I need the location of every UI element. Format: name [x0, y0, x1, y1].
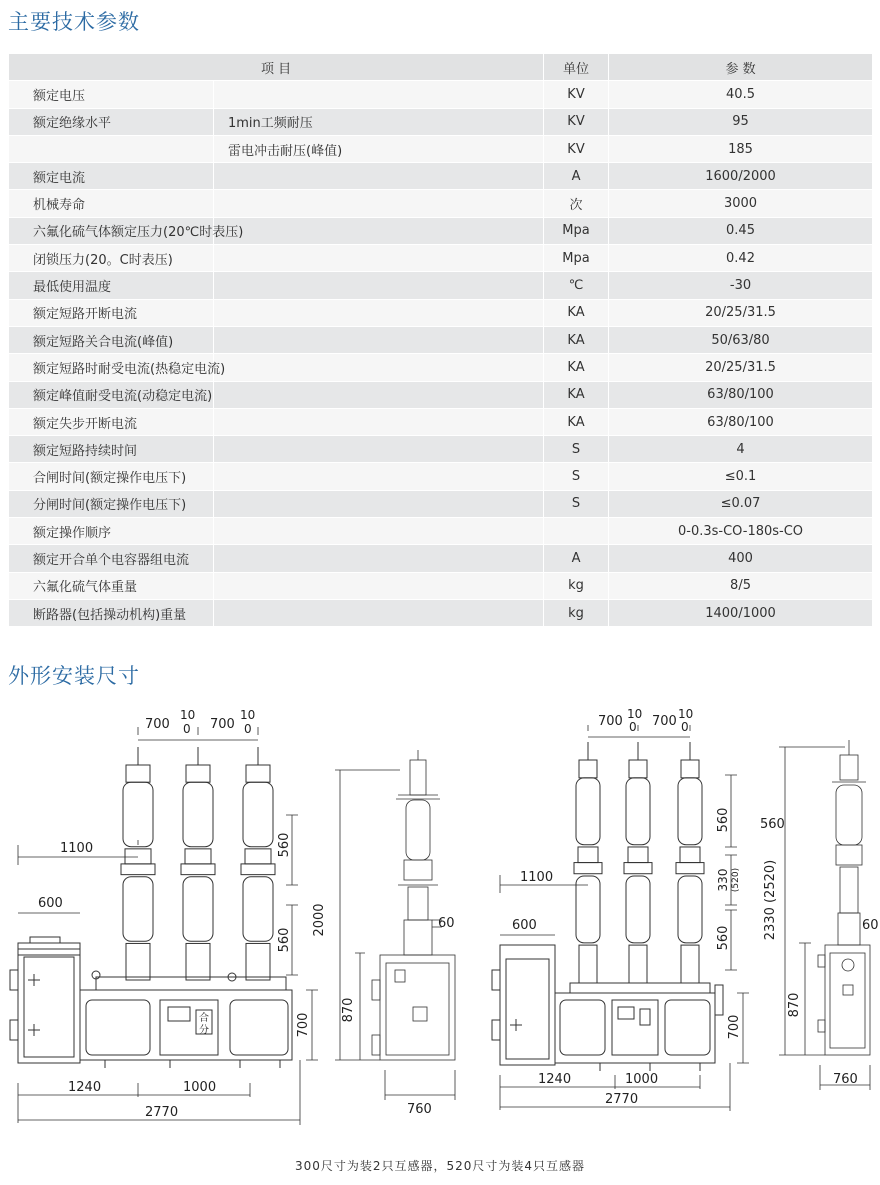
table-row — [9, 108, 873, 135]
table-row — [9, 245, 873, 272]
dim-1100: 1100 — [60, 841, 94, 856]
pole-right-3 — [676, 742, 704, 983]
cell-name: 机械寿命 — [9, 190, 214, 217]
cell-unit: S — [544, 436, 609, 463]
dim-0-a-right: 0 — [629, 720, 637, 734]
cell-name: 最低使用温度 — [9, 272, 214, 299]
cell-unit: S — [544, 490, 609, 517]
cell-sub — [214, 299, 544, 326]
cell-sub — [214, 190, 544, 217]
pole-right-2 — [624, 742, 652, 983]
dim-560-upper: 560 — [277, 832, 292, 858]
table-row — [9, 299, 873, 326]
cell-value: 0-0.3s-CO-180s-CO — [609, 518, 873, 545]
cell-name: 合闸时间(额定操作电压下) — [9, 463, 214, 490]
header-item: 项 目 — [9, 54, 544, 81]
dim-10-b: 10 — [240, 708, 256, 722]
dim-870-left: 870 — [341, 997, 356, 1023]
dim-700-height-right: 700 — [727, 1014, 742, 1040]
dim-760-left: 760 — [407, 1102, 432, 1117]
dim-600-right: 600 — [512, 918, 537, 933]
dim-700-b-right: 700 — [652, 714, 677, 729]
dim-330-right: 330 — [716, 868, 730, 892]
cell-value: 3000 — [609, 190, 873, 217]
front-view-left — [10, 937, 292, 1068]
dim-700-a: 700 — [145, 717, 170, 732]
cell-sub — [214, 381, 544, 408]
panel-label-open: 分 — [199, 1025, 209, 1036]
cell-name: 断路器(包括操动机构)重量 — [9, 599, 214, 626]
dim-2770: 2770 — [145, 1105, 179, 1120]
cell-unit: KA — [544, 381, 609, 408]
cell-value: -30 — [609, 272, 873, 299]
table-row — [9, 163, 873, 190]
cell-name: 额定短路持续时间 — [9, 436, 214, 463]
dim-560-top-right: 560 — [760, 817, 785, 832]
dim-10-a: 10 — [180, 708, 196, 722]
table-row — [9, 572, 873, 599]
cell-unit: KA — [544, 354, 609, 381]
dim-2770-right: 2770 — [605, 1092, 639, 1107]
cell-sub — [214, 545, 544, 572]
dim-1240: 1240 — [68, 1080, 102, 1095]
cell-name: 六氟化硫气体重量 — [9, 572, 214, 599]
table-row — [9, 463, 873, 490]
cell-name: 分闸时间(额定操作电压下) — [9, 490, 214, 517]
cell-name — [9, 135, 214, 162]
pole-right-1 — [574, 742, 602, 983]
cell-value: 1600/2000 — [609, 163, 873, 190]
dim-870-right: 870 — [787, 992, 802, 1018]
dim-1240-right: 1240 — [538, 1072, 572, 1087]
table-row — [9, 354, 873, 381]
cell-value: 0.45 — [609, 217, 873, 244]
cell-value: 400 — [609, 545, 873, 572]
cell-value: 20/25/31.5 — [609, 354, 873, 381]
dim-560-lower-right: 560 — [716, 925, 731, 951]
pole-left-1 — [121, 747, 155, 980]
cell-unit: KA — [544, 326, 609, 353]
dim-760-right: 760 — [833, 1072, 858, 1087]
dim-0-b: 0 — [244, 722, 252, 736]
table-row — [9, 326, 873, 353]
cell-value: 8/5 — [609, 572, 873, 599]
section-title-dimensions: 外形安装尺寸 — [8, 664, 140, 688]
table-row — [9, 436, 873, 463]
dim-560-upper-right: 560 — [716, 807, 731, 833]
cell-name: 额定峰值耐受电流(动稳定电流) — [9, 381, 214, 408]
cell-value: 63/80/100 — [609, 381, 873, 408]
cell-name: 额定失步开断电流 — [9, 408, 214, 435]
pole-left-2 — [181, 747, 215, 980]
cell-value: 50/63/80 — [609, 326, 873, 353]
cell-unit: KV — [544, 81, 609, 108]
panel-label-close: 合 — [199, 1013, 209, 1024]
cell-unit: 次 — [544, 190, 609, 217]
dim-2000: 2000 — [312, 903, 327, 937]
cell-unit — [544, 518, 609, 545]
front-view-right — [492, 945, 723, 1071]
cell-sub — [214, 490, 544, 517]
cell-sub — [214, 81, 544, 108]
spec-table — [8, 53, 873, 627]
cell-name: 额定电压 — [9, 81, 214, 108]
side-view-left — [372, 750, 455, 1060]
cell-unit: Mpa — [544, 245, 609, 272]
cell-unit: KA — [544, 408, 609, 435]
cell-value: 185 — [609, 135, 873, 162]
dim-60-right: 60 — [862, 918, 879, 933]
cell-value: 0.42 — [609, 245, 873, 272]
cell-name: 额定短路关合电流(峰值) — [9, 326, 214, 353]
table-row — [9, 272, 873, 299]
cell-unit: S — [544, 463, 609, 490]
cell-sub — [214, 572, 544, 599]
header-unit: 单位 — [544, 54, 609, 81]
cell-sub — [214, 326, 544, 353]
cell-sub: 1min工频耐压 — [214, 108, 544, 135]
table-row — [9, 381, 873, 408]
cell-value: 40.5 — [609, 81, 873, 108]
cell-value: ≤0.07 — [609, 490, 873, 517]
table-row — [9, 81, 873, 108]
cell-unit: KA — [544, 299, 609, 326]
cell-unit: A — [544, 163, 609, 190]
cell-sub — [214, 272, 544, 299]
cell-unit: KV — [544, 108, 609, 135]
dim-0-a: 0 — [183, 722, 191, 736]
cell-unit: A — [544, 545, 609, 572]
cell-sub — [214, 354, 544, 381]
cell-unit: kg — [544, 572, 609, 599]
cell-value: 63/80/100 — [609, 408, 873, 435]
table-row — [9, 490, 873, 517]
dim-700-b: 700 — [210, 717, 235, 732]
cell-sub — [214, 436, 544, 463]
dim-60-left: 60 — [438, 916, 455, 931]
cell-unit: Mpa — [544, 217, 609, 244]
cell-value: 20/25/31.5 — [609, 299, 873, 326]
dim-520-right: (520) — [731, 867, 741, 893]
cell-sub: 雷电冲击耐压(峰值) — [214, 135, 544, 162]
dim-2330: 2330 (2520) — [763, 859, 778, 941]
cell-name: 额定绝缘水平 — [9, 108, 214, 135]
header-value: 参 数 — [609, 54, 873, 81]
dim-1000: 1000 — [183, 1080, 217, 1095]
cell-value: 4 — [609, 436, 873, 463]
cell-value: ≤0.1 — [609, 463, 873, 490]
cell-name: 闭锁压力(20。C时表压) — [9, 245, 214, 272]
dim-1100-right: 1100 — [520, 870, 554, 885]
cell-unit: kg — [544, 599, 609, 626]
cell-sub — [214, 217, 544, 244]
cell-sub — [214, 518, 544, 545]
table-header-row — [9, 54, 873, 81]
cell-name: 额定短路时耐受电流(热稳定电流) — [9, 354, 214, 381]
table-row — [9, 545, 873, 572]
dim-700-height: 700 — [296, 1012, 311, 1038]
cell-sub — [214, 599, 544, 626]
table-row — [9, 135, 873, 162]
cell-unit: ℃ — [544, 272, 609, 299]
dim-700-a-right: 700 — [598, 714, 623, 729]
dim-1000-right: 1000 — [625, 1072, 659, 1087]
cell-value: 95 — [609, 108, 873, 135]
cell-name: 额定开合单个电容器组电流 — [9, 545, 214, 572]
cell-name: 额定短路开断电流 — [9, 299, 214, 326]
pole-left-3 — [241, 747, 275, 980]
table-row — [9, 190, 873, 217]
cell-sub — [214, 463, 544, 490]
table-row — [9, 408, 873, 435]
cell-name: 额定电流 — [9, 163, 214, 190]
table-row — [9, 518, 873, 545]
section-title-specs: 主要技术参数 — [8, 10, 140, 34]
side-view-right — [818, 740, 870, 1055]
footnote: 300尺寸为装2只互感器，520尺寸为装4只互感器 — [294, 1159, 586, 1173]
table-row — [9, 599, 873, 626]
cell-sub — [214, 245, 544, 272]
dim-10-a-right: 10 — [627, 707, 643, 721]
dim-0-b-right: 0 — [681, 720, 689, 734]
dim-10-b-right: 10 — [678, 707, 694, 721]
dim-600: 600 — [38, 896, 63, 911]
dim-560-lower: 560 — [277, 927, 292, 953]
cell-unit: KV — [544, 135, 609, 162]
installation-dimension-drawing — [0, 695, 880, 1145]
cell-value: 1400/1000 — [609, 599, 873, 626]
cell-name: 六氟化硫气体额定压力(20℃时表压) — [9, 217, 214, 244]
cell-name: 额定操作顺序 — [9, 518, 214, 545]
table-row — [9, 217, 873, 244]
cell-sub — [214, 408, 544, 435]
cell-sub — [214, 163, 544, 190]
